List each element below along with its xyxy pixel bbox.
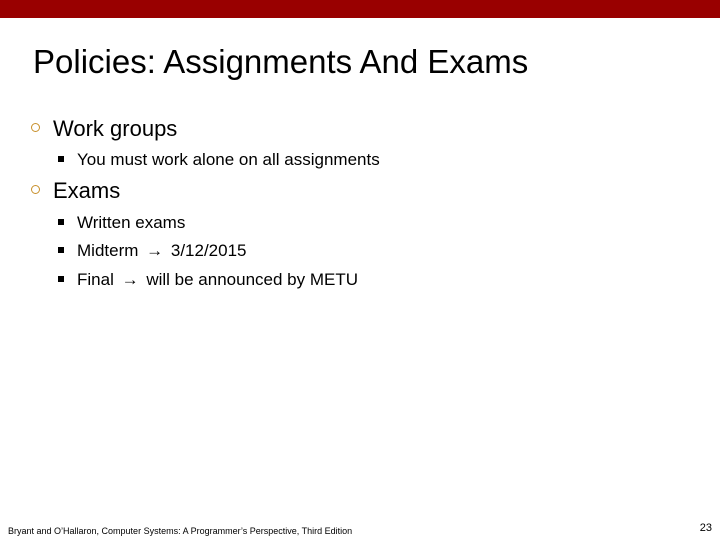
final-label: Final (77, 270, 114, 289)
bullet-text: Work groups (53, 116, 178, 141)
square-icon (58, 156, 64, 162)
final-note: will be announced by METU (146, 270, 358, 289)
hollow-circle-icon (31, 185, 40, 194)
top-bar (0, 0, 720, 18)
square-icon (58, 247, 64, 253)
sub-bullet-text (77, 240, 247, 262)
arrow-right-icon: → (121, 270, 139, 289)
sub-bullet-text (77, 269, 358, 291)
arrow-right-icon: → (146, 241, 164, 260)
hollow-circle-icon (31, 123, 40, 132)
slide-title: Policies: Assignments And Exams (33, 43, 529, 80)
square-icon (58, 276, 64, 282)
sub-bullet-text: You must work alone on all assignments (77, 150, 380, 169)
footer-citation: Bryant and O’Hallaron, Computer Systems: A Programmer’s Perspective, Third Edition (8, 526, 353, 536)
square-icon (58, 219, 64, 225)
page-number: 23 (699, 522, 712, 534)
sub-bullet-text: Written exams (77, 213, 186, 232)
midterm-date: 3/12/2015 (170, 241, 247, 260)
bullet-text: Exams (53, 178, 121, 203)
midterm-label: Midterm (77, 241, 139, 260)
